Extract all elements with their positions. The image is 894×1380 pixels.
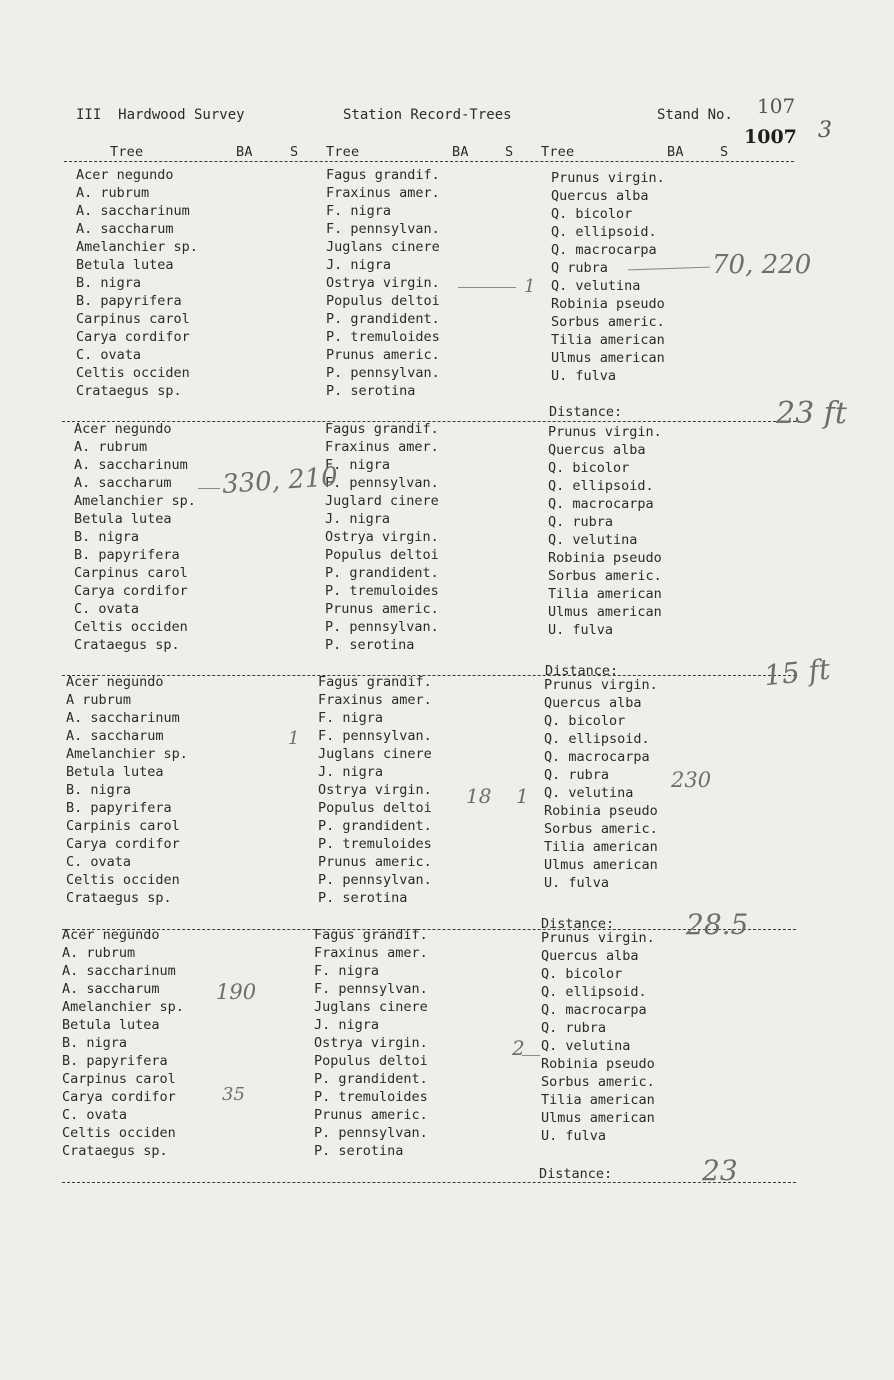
species-entry: C. ovata	[66, 854, 132, 870]
annotation-s3-rubra: 230	[671, 768, 712, 792]
stand-code-suffix: 3	[818, 118, 832, 143]
station-4-col2-species	[314, 926, 428, 1160]
species-entry: Ostrya virgin.	[314, 1035, 428, 1051]
species-entry: Prunus americ.	[325, 601, 439, 617]
species-entry: B. papyrifera	[62, 1053, 168, 1069]
species-entry: Tilia american	[541, 1092, 655, 1108]
species-entry: Acer negundo	[76, 167, 174, 183]
species-entry: F. pennsylvan.	[326, 221, 440, 237]
species-entry: Betula lutea	[76, 257, 174, 273]
species-entry: Juglans cinere	[326, 239, 440, 255]
station-3-col2-species	[318, 673, 432, 907]
species-entry: P. grandident.	[325, 565, 439, 581]
species-entry: Q. bicolor	[544, 713, 626, 729]
species-entry: F. pennsylvan.	[325, 475, 439, 491]
species-entry: Prunus virgin.	[548, 424, 662, 440]
species-entry: Amelanchier sp.	[66, 746, 188, 762]
species-entry: Ulmus american	[548, 604, 662, 620]
col3-ba-header: BA	[667, 144, 684, 160]
species-entry: C. ovata	[74, 601, 140, 617]
species-entry: Carya cordifor	[76, 329, 190, 345]
species-entry: P. serotina	[314, 1143, 404, 1159]
species-entry: Sorbus americ.	[541, 1074, 655, 1090]
col2-tree-header: Tree	[326, 144, 360, 160]
species-entry: P. tremuloides	[314, 1089, 428, 1105]
species-entry: Fraxinus amer.	[314, 945, 428, 961]
species-entry: Carpinus carol	[62, 1071, 176, 1087]
species-entry: Crataegus sp.	[66, 890, 172, 906]
species-entry: Q. velutina	[541, 1038, 631, 1054]
species-entry: P. serotina	[325, 637, 415, 653]
header-rule	[64, 161, 794, 162]
species-entry: Prunus virgin.	[551, 170, 665, 186]
species-entry: Populus deltoi	[318, 800, 432, 816]
species-entry: Crataegus sp.	[74, 637, 180, 653]
species-entry: Q. rubra	[544, 767, 610, 783]
species-entry: A. saccharinum	[74, 457, 188, 473]
species-entry: P. grandident.	[326, 311, 440, 327]
species-entry: Robinia pseudo	[548, 550, 662, 566]
col1-s-header: S	[290, 144, 299, 160]
station-2-col1-species	[74, 420, 196, 654]
species-entry: Carpinis carol	[66, 818, 180, 834]
col3-tree-header: Tree	[541, 144, 575, 160]
species-entry: Populus deltoi	[314, 1053, 428, 1069]
species-entry: F. pennsylvan.	[318, 728, 432, 744]
species-entry: Tilia american	[551, 332, 665, 348]
species-entry: A. saccharum	[66, 728, 164, 744]
annotation-s4-saccharum-ba: 190	[216, 980, 257, 1004]
species-entry: J. nigra	[318, 764, 384, 780]
species-entry: F. pennsylvan.	[314, 981, 428, 997]
species-entry: Crataegus sp.	[76, 383, 182, 399]
species-entry: Sorbus americ.	[544, 821, 658, 837]
species-entry: Celtis occiden	[62, 1125, 176, 1141]
station-4-col3-species	[541, 929, 655, 1145]
species-entry: P. tremuloides	[326, 329, 440, 345]
species-entry: Q. macrocarpa	[541, 1002, 647, 1018]
species-entry: A. saccharum	[76, 221, 174, 237]
annotation-s3-saccharum-s: 1	[288, 728, 300, 749]
annotation-s4-distance: 23	[702, 1154, 738, 1187]
species-entry: Q. bicolor	[551, 206, 633, 222]
species-entry: Q. rubra	[541, 1020, 607, 1036]
species-entry: Betula lutea	[74, 511, 172, 527]
species-entry: Amelanchier sp.	[76, 239, 198, 255]
species-entry: Prunus virgin.	[544, 677, 658, 693]
species-entry: F. nigra	[318, 710, 384, 726]
species-entry: A. rubrum	[76, 185, 150, 201]
species-entry: P. tremuloides	[318, 836, 432, 852]
species-entry: Q. bicolor	[541, 966, 623, 982]
species-entry: Fraxinus amer.	[325, 439, 439, 455]
species-entry: Prunus americ.	[326, 347, 440, 363]
survey-title: III Hardwood Survey	[76, 107, 245, 123]
annotation-s4-carya-ba: 35	[222, 1084, 245, 1105]
species-entry: J. nigra	[326, 257, 392, 273]
annotation-s3-ostrya-ba: 18	[466, 784, 492, 808]
annotation-s1-rubra: 70, 220	[712, 250, 812, 280]
species-entry: Populus deltoi	[326, 293, 440, 309]
species-entry: Tilia american	[548, 586, 662, 602]
annotation-s1-ostrya-s: 1	[524, 276, 536, 297]
distance-label: Distance:	[539, 1166, 613, 1182]
species-entry: Ostrya virgin.	[326, 275, 440, 291]
station-3-col3-species	[544, 676, 658, 892]
distance-label: Distance:	[545, 663, 619, 679]
species-entry: C. ovata	[62, 1107, 128, 1123]
station-divider	[62, 1182, 796, 1183]
species-entry: B. nigra	[76, 275, 142, 291]
species-entry: U. fulva	[541, 1128, 607, 1144]
species-entry: Betula lutea	[62, 1017, 160, 1033]
species-entry: Ulmus american	[551, 350, 665, 366]
annotation-s2-distance: 15 ft	[762, 652, 832, 693]
species-entry: Celtis occiden	[76, 365, 190, 381]
annotation-s3-ostrya-s: 1	[516, 784, 529, 808]
annotation-s4-ostrya-s: 2	[512, 1036, 525, 1060]
species-entry: Q. velutina	[544, 785, 634, 801]
species-entry: A. saccharinum	[76, 203, 190, 219]
species-entry: P. pennsylvan.	[326, 365, 440, 381]
species-entry: Sorbus americ.	[551, 314, 665, 330]
species-entry: P. pennsylvan.	[314, 1125, 428, 1141]
record-title: Station Record-Trees	[343, 107, 512, 123]
species-entry: Prunus americ.	[314, 1107, 428, 1123]
annotation-s3-distance: 28.5	[686, 908, 749, 941]
species-entry: Q. velutina	[551, 278, 641, 294]
species-entry: Juglard cinere	[325, 493, 439, 509]
species-entry: Q. macrocarpa	[548, 496, 654, 512]
species-entry: Robinia pseudo	[551, 296, 665, 312]
species-entry: Ostrya virgin.	[325, 529, 439, 545]
distance-label: Distance:	[549, 404, 623, 420]
species-entry: Q. ellipsoid.	[544, 731, 650, 747]
species-entry: Juglans cinere	[314, 999, 428, 1015]
species-entry: Quercus alba	[551, 188, 649, 204]
species-entry: Fagus grandif.	[314, 927, 428, 943]
col3-s-header: S	[720, 144, 729, 160]
species-entry: U. fulva	[548, 622, 614, 638]
species-entry: Carya cordifor	[62, 1089, 176, 1105]
species-entry: A rubrum	[66, 692, 132, 708]
col1-ba-header: BA	[236, 144, 253, 160]
species-entry: Q. bicolor	[548, 460, 630, 476]
species-entry: P. grandident.	[314, 1071, 428, 1087]
pencil-stroke	[458, 287, 516, 288]
species-entry: Juglans cinere	[318, 746, 432, 762]
species-entry: Carpinus carol	[74, 565, 188, 581]
stand-label: Stand No.	[657, 107, 733, 123]
species-entry: P. serotina	[326, 383, 416, 399]
species-entry: Q. rubra	[548, 514, 614, 530]
species-entry: J. nigra	[325, 511, 391, 527]
species-entry: Quercus alba	[548, 442, 646, 458]
col1-tree-header: Tree	[110, 144, 144, 160]
species-entry: Quercus alba	[544, 695, 642, 711]
species-entry: U. fulva	[544, 875, 610, 891]
species-entry: Prunus virgin.	[541, 930, 655, 946]
species-entry: Q. macrocarpa	[544, 749, 650, 765]
species-entry: U. fulva	[551, 368, 617, 384]
station-1-col3-species	[551, 169, 665, 385]
station-2-col3-species	[548, 423, 662, 639]
species-entry: Fagus grandif.	[326, 167, 440, 183]
species-entry: B. nigra	[74, 529, 140, 545]
species-entry: Populus deltoi	[325, 547, 439, 563]
col2-s-header: S	[505, 144, 514, 160]
species-entry: Amelanchier sp.	[62, 999, 184, 1015]
species-entry: Carya cordifor	[66, 836, 180, 852]
species-entry: Tilia american	[544, 839, 658, 855]
species-entry: Amelanchier sp.	[74, 493, 196, 509]
species-entry: Robinia pseudo	[541, 1056, 655, 1072]
species-entry: Fraxinus amer.	[318, 692, 432, 708]
species-entry: J. nigra	[314, 1017, 380, 1033]
species-entry: Acer negundo	[66, 674, 164, 690]
station-4-col1-species	[62, 926, 184, 1160]
species-entry: Q. ellipsoid.	[541, 984, 647, 1000]
species-entry: Q. velutina	[548, 532, 638, 548]
species-entry: A. saccharum	[74, 475, 172, 491]
species-entry: Quercus alba	[541, 948, 639, 964]
species-entry: P. tremuloides	[325, 583, 439, 599]
distance-label: Distance:	[541, 916, 615, 932]
species-entry: Q. ellipsoid.	[551, 224, 657, 240]
species-entry: A. rubrum	[74, 439, 148, 455]
species-entry: Ulmus american	[544, 857, 658, 873]
station-1-col1-species	[76, 166, 198, 400]
species-entry: Celtis occiden	[66, 872, 180, 888]
species-entry: B. papyrifera	[76, 293, 182, 309]
species-entry: Acer negundo	[74, 421, 172, 437]
species-entry: Q. macrocarpa	[551, 242, 657, 258]
species-entry: Sorbus americ.	[548, 568, 662, 584]
species-entry: F. nigra	[326, 203, 392, 219]
species-entry: B. nigra	[62, 1035, 128, 1051]
species-entry: P. serotina	[318, 890, 408, 906]
species-entry: Robinia pseudo	[544, 803, 658, 819]
species-entry: Q. ellipsoid.	[548, 478, 654, 494]
species-entry: Crataegus sp.	[62, 1143, 168, 1159]
species-entry: Celtis occiden	[74, 619, 188, 635]
annotation-s1-distance: 23 ft	[776, 396, 847, 431]
station-2-col2-species	[325, 420, 439, 654]
species-entry: F. nigra	[314, 963, 380, 979]
col2-ba-header: BA	[452, 144, 469, 160]
species-entry: Ostrya virgin.	[318, 782, 432, 798]
species-entry: A. saccharum	[62, 981, 160, 997]
species-entry: Fagus grandif.	[325, 421, 439, 437]
station-1-col2-species	[326, 166, 440, 400]
species-entry: B. papyrifera	[74, 547, 180, 563]
stand-code: 1007	[744, 126, 797, 148]
species-entry: A. saccharinum	[66, 710, 180, 726]
station-3-col1-species	[66, 673, 188, 907]
species-entry: C. ovata	[76, 347, 142, 363]
species-entry: Fraxinus amer.	[326, 185, 440, 201]
species-entry: F. nigra	[325, 457, 391, 473]
species-entry: P. grandident.	[318, 818, 432, 834]
species-entry: B. papyrifera	[66, 800, 172, 816]
stand-number: 107	[757, 94, 796, 118]
species-entry: P. pennsylvan.	[318, 872, 432, 888]
species-entry: B. nigra	[66, 782, 132, 798]
species-entry: A. rubrum	[62, 945, 136, 961]
species-entry: P. pennsylvan.	[325, 619, 439, 635]
species-entry: Q rubra	[551, 260, 608, 276]
species-entry: Fagus grandif.	[318, 674, 432, 690]
species-entry: A. saccharinum	[62, 963, 176, 979]
species-entry: Carpinus carol	[76, 311, 190, 327]
species-entry: Ulmus american	[541, 1110, 655, 1126]
species-entry: Acer negundo	[62, 927, 160, 943]
annotation-s2-saccharum: 330, 210	[221, 461, 339, 501]
species-entry: Prunus americ.	[318, 854, 432, 870]
pencil-stroke	[198, 488, 220, 489]
species-entry: Betula lutea	[66, 764, 164, 780]
pencil-stroke	[522, 1055, 540, 1056]
species-entry: Carya cordifor	[74, 583, 188, 599]
